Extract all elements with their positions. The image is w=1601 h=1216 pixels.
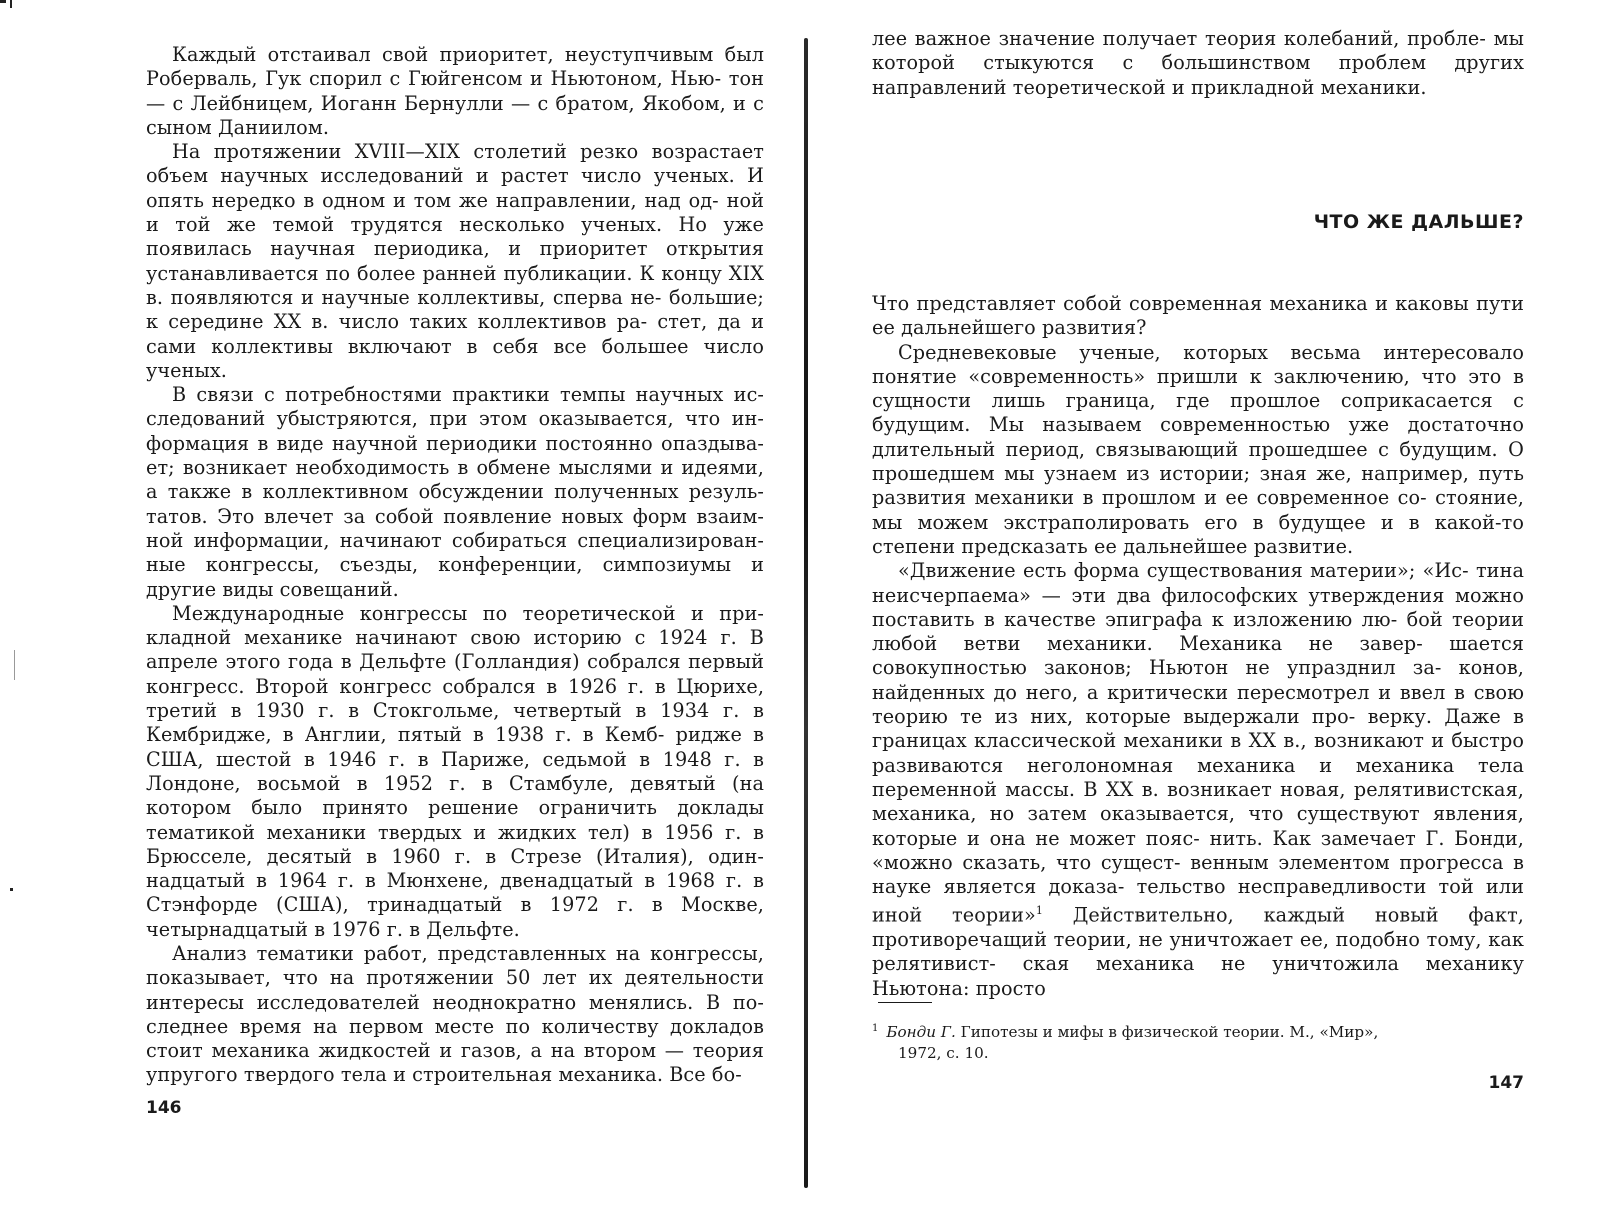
text-line: Брюсселе, десятый в 1960 г. в Стрезе (Италия), один-: [146, 844, 764, 868]
text-line: (на котором было принято решение ограничить доклады: [146, 771, 764, 820]
text-line: Анализ тематики работ, представленных на конгрессы,: [172, 941, 764, 965]
text-line: Средневековые ученые, которых весьма интересовало: [898, 340, 1524, 364]
text-line: и с сыном Даниилом.: [146, 91, 765, 139]
paragraph: [146, 602, 764, 942]
section-heading: ЧТО ЖЕ ДАЛЬШЕ?: [1313, 211, 1524, 233]
text-line: Действительно, каждый новый факт, противоречащий: [872, 903, 1524, 952]
text-line: бой теории любой ветви механики. Механика не завер-: [872, 607, 1525, 656]
text-line: пути ее дальнейшего развития?: [872, 292, 1524, 340]
text-line: О прошедшем мы узнаем из истории; зная же, например,: [872, 437, 1525, 486]
footnote-reference[interactable]: 1: [1035, 904, 1043, 918]
text-line: 1934 г. в Кембридже, в Англии, пятый в 1938 г. в Кемб-: [146, 699, 764, 747]
left-page-body: [146, 43, 764, 1088]
text-line: следнее время на первом месте по количеству докладов: [146, 1014, 764, 1038]
text-line: XIX в. появляются и научные коллективы, сперва не-: [146, 261, 764, 309]
text-line: Каждый отстаивал свой приоритет, неуступчивым был: [172, 43, 764, 66]
text-line: ные конгрессы, съезды, конференции, симпозиумы и: [146, 553, 764, 577]
text-line: тельство несправедливости той или иной теории»: [872, 875, 1524, 927]
text-line: понятие «современность» пришли к заключению, что это: [872, 364, 1502, 388]
paragraph: [872, 27, 1524, 100]
text-line: упругого твердого тела и строительная механика. Все бо-: [146, 1063, 742, 1087]
text-line: длительный период, связывающий прошедшее с будущим.: [872, 437, 1498, 461]
text-line: надцатый в 1964 г. в Мюнхене, двенадцатый в 1968 г. в: [146, 869, 764, 893]
text-line: татов. Это влечет за собой появление новых форм взаим-: [146, 504, 764, 528]
text-line: какой-то степени предсказать ее дальнейшее развитие.: [872, 510, 1524, 558]
right-page: [872, 0, 1524, 1216]
text-line: теории, не уничтожает ее, подобно тому, как релятивист-: [872, 928, 1524, 976]
right-page-body: [872, 292, 1524, 1001]
text-line: число ученых.: [146, 334, 764, 382]
paragraph: [872, 292, 1524, 341]
text-line: формация в виде научной периодики постоянно опаздыва-: [146, 431, 764, 455]
text-line: стет, да и сами коллективы включают в себя все большее: [146, 310, 764, 358]
text-line: другие виды совещаний.: [146, 577, 399, 601]
text-line: тон — с Лейбницем, Иоганн Бернулли — с братом, Якобом,: [146, 67, 765, 115]
footnote-rule: [878, 1002, 932, 1003]
text-line: ввел в свою теорию те из них, которые выдержали про-: [872, 680, 1525, 729]
text-line: Что представляет собой современная механика и каковы: [872, 292, 1469, 315]
text-line: и механика тела переменной массы. В XX в. возникает: [872, 753, 1524, 801]
text-line: стояние, мы можем экстраполировать его в будущее и в: [872, 486, 1525, 534]
footnote: [872, 1018, 1524, 1064]
text-line: мы которой стыкуются с большинством проблем других: [872, 27, 1525, 75]
page-number-left: 146: [146, 1098, 182, 1118]
text-line: конов, найденных до него, а критически пересмотрел и: [872, 656, 1524, 704]
text-line: ной информации, начинают собираться специализирован-: [146, 528, 764, 552]
book-gutter: [804, 38, 808, 1188]
text-line: кладной механике начинают свою историю с 1924 г.: [146, 626, 737, 650]
text-line: а также в коллективном обсуждении полученных резуль-: [146, 480, 764, 504]
text-line: шается совокупностью законов; Ньютон не упразднил за-: [872, 632, 1524, 680]
left-page: [146, 0, 764, 1216]
text-line: ной и той же темой трудятся несколько ученых. Но уже: [146, 188, 764, 237]
text-line: «Движение есть форма существования материи»; «Ис-: [898, 559, 1469, 583]
footnote-author: Бонди Г.: [886, 1023, 956, 1042]
edge-mark: [0, 0, 6, 3]
text-line: путь развития механики в прошлом и ее современное со-: [872, 462, 1524, 510]
paragraph: [872, 559, 1524, 1001]
page-number-right: 147: [1488, 1073, 1524, 1093]
text-line: следований убыстряются, при этом оказывается, что ин-: [146, 407, 764, 431]
text-line: нить. Как замечает Г. Бонди, «можно сказать, что сущест-: [872, 826, 1524, 874]
text-line: объем научных исследований и растет число ученых.: [146, 164, 735, 188]
text-line: Стэнфорде (США), тринадцатый в 1972 г. в Москве,: [146, 893, 764, 917]
paragraph: [146, 140, 764, 383]
text-line: В связи с потребностями практики темпы научных ис-: [172, 383, 764, 407]
text-line: ская механика не уничтожила механику Ньютона: просто: [872, 952, 1524, 1000]
text-line: будущим. Мы называем современностью уже достаточно: [872, 413, 1524, 437]
text-line: Роберваль, Гук спорил с Гюйгенсом и Ньютоном, Нью-: [146, 67, 722, 91]
text-line: В апреле этого года в Дельфте (Голландия) собрался: [146, 626, 764, 674]
text-line: И опять нередко в одном и том же направлении, над од-: [146, 164, 764, 212]
paragraph: [146, 383, 764, 602]
footnote-mark: 1: [872, 1023, 879, 1034]
text-line: направлений теоретической и прикладной механики.: [872, 75, 1427, 99]
text-line: можно поставить в качестве эпиграфа к изложению лю-: [872, 583, 1524, 631]
text-line: большие; к середине XX в. число таких коллективов ра-: [146, 285, 764, 334]
text-line: верку. Даже в границах классической механики в XX в.,: [872, 705, 1525, 753]
text-line: тина неисчерпаема» — эти два философских утверждения: [872, 559, 1525, 607]
text-line: первый конгресс. Второй конгресс собрался в 1926 г. в: [146, 650, 764, 698]
text-line: появилась научная периодика, и приоритет открытия: [146, 237, 764, 261]
footnote-line: Гипотезы и мифы в физической теории. М., «Мир»,: [960, 1023, 1379, 1042]
text-line: венным элементом прогресса в науке является доказа-: [872, 850, 1525, 899]
edge-mark: [10, 888, 13, 891]
text-line: На протяжении XVIII—XIX столетий резко возрастает: [172, 140, 764, 164]
text-line: четырнадцатый в 1976 г. в Дельфте.: [146, 917, 520, 941]
text-line: тематикой механики твердых и жидких тел) в 1956 г. в: [146, 820, 764, 844]
paragraph: [146, 43, 764, 140]
text-line: Цюрихе, третий в 1930 г. в Стокгольме, четвертый в: [146, 674, 765, 723]
text-line: в сущности лишь граница, где прошлое соприкасается с: [872, 364, 1524, 413]
text-line: стоит механика жидкостей и газов, а на втором — теория: [146, 1039, 764, 1063]
footnote-line: 1972, с. 10.: [898, 1044, 989, 1063]
paragraph: [146, 942, 764, 1088]
edge-mark: [10, 0, 12, 8]
text-line: ет; возникает необходимость в обмене мыслями и идеями,: [146, 456, 764, 480]
text-line: новая, релятивистская, механика, но затем оказывается,: [872, 777, 1524, 826]
right-page-continuation: [872, 27, 1524, 100]
text-line: 1948 г. в Лондоне, восьмой в 1952 г. в Стамбуле, девятый: [146, 747, 764, 795]
text-line: ридже в США, шестой в 1946 г. в Париже, седьмой в: [146, 723, 764, 771]
text-line: лее важное значение получает теория колебаний, пробле-: [872, 27, 1486, 50]
text-line: возникают и быстро развиваются неголономная механика: [872, 729, 1525, 777]
text-line: показывает, что на протяжении 50 лет их деятельности: [146, 966, 764, 990]
text-line: Международные конгрессы по теоретической и при-: [172, 601, 764, 625]
text-line: интересы исследователей неоднократно менялись. В по-: [146, 990, 764, 1014]
text-line: устанавливается по более ранней публикации. К концу: [146, 261, 722, 285]
paragraph: [872, 341, 1524, 560]
edge-mark: [14, 650, 15, 680]
text-line: что существуют явления, которые и она не может пояс-: [872, 802, 1525, 850]
